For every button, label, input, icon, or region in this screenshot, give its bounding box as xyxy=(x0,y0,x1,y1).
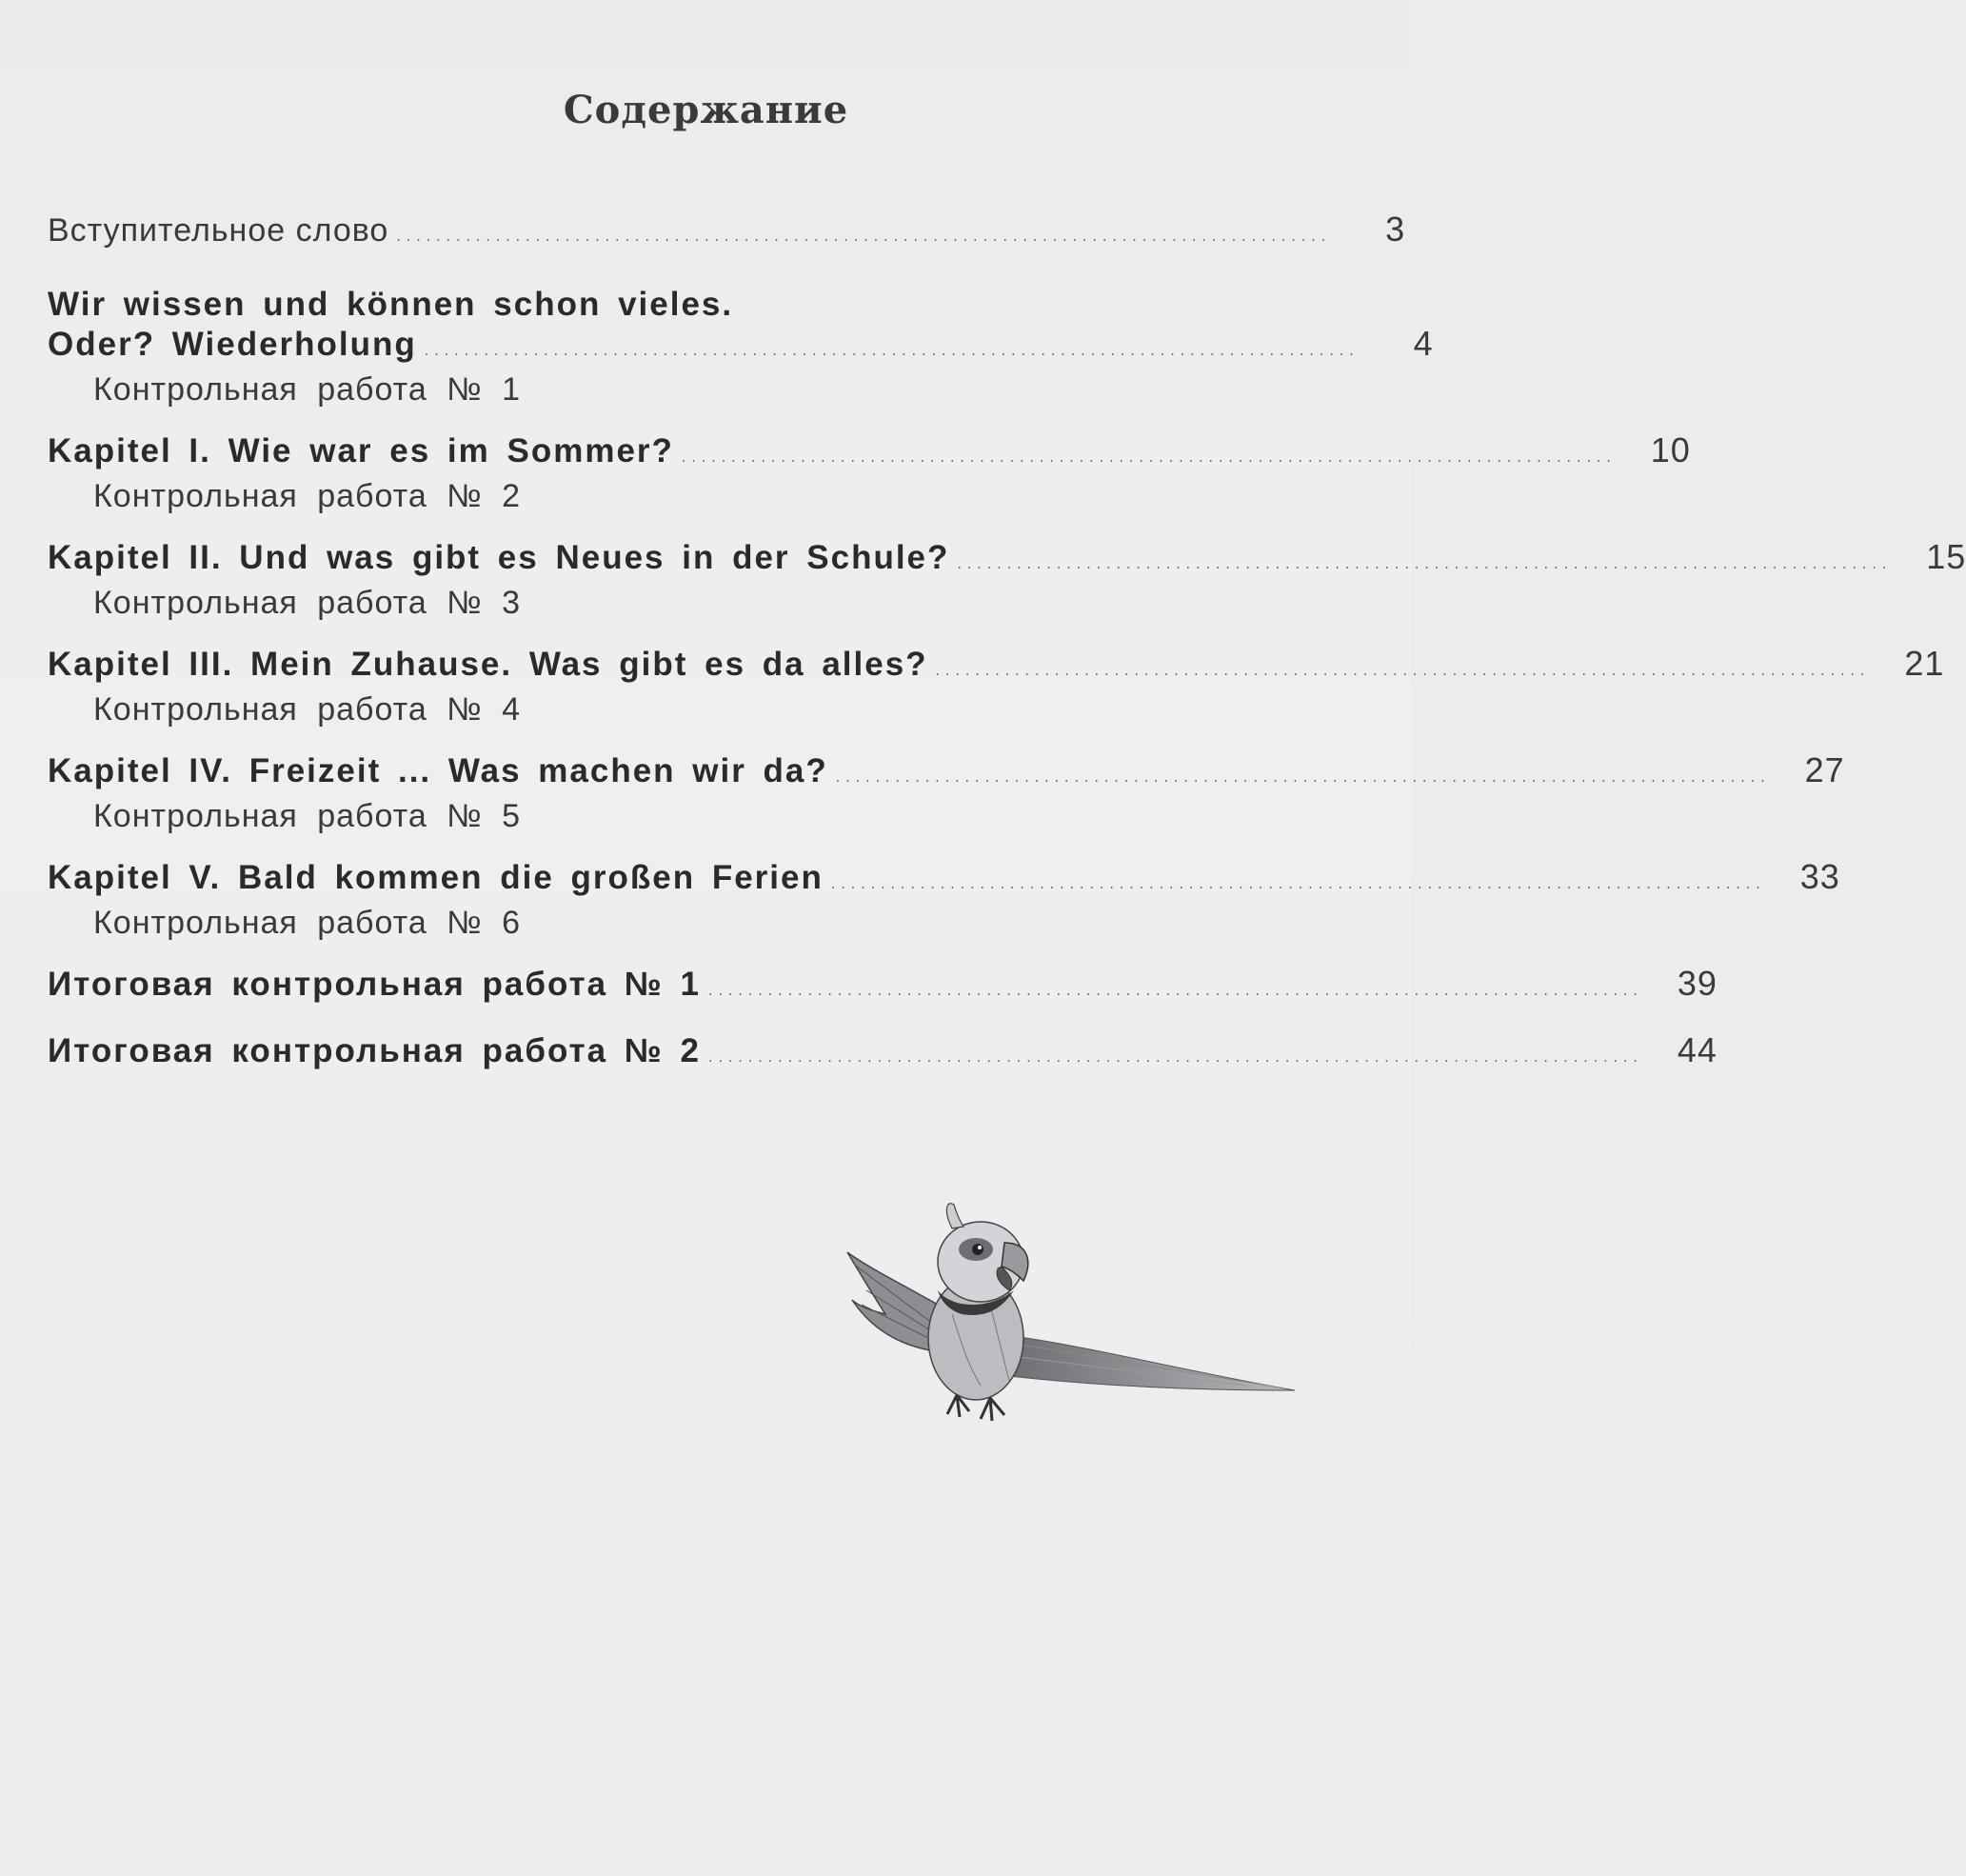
toc-entry xyxy=(48,644,1945,731)
page-number: 3 xyxy=(1385,210,1406,249)
toc-subentry: Контрольная работа № 3 xyxy=(93,585,522,621)
page-number: 21 xyxy=(1904,644,1945,683)
parrot-icon xyxy=(847,1200,1295,1457)
toc-entry xyxy=(48,210,1406,253)
toc-subentry: Контрольная работа № 5 xyxy=(93,798,522,834)
leader-dots: .............................................................................................. xyxy=(708,1049,1643,1066)
leader-dots: .............................................................................................. xyxy=(396,229,1332,245)
toc-entry-title: Итоговая контрольная работа № 2 xyxy=(48,1032,701,1069)
toc-entry-title: Kapitel II. Und was gibt es Neues in der Schule? xyxy=(48,539,950,576)
toc-subentry: Контрольная работа № 4 xyxy=(93,691,522,728)
toc-entry xyxy=(48,964,1718,1008)
leader-dots: .............................................................................................. xyxy=(935,663,1871,679)
table-of-contents xyxy=(48,210,1966,1074)
toc-entry xyxy=(48,750,1845,838)
toc-entry-title: Kapitel I. Wie war es im Sommer? xyxy=(48,432,674,469)
toc-entry-title: Kapitel III. Mein Zuhause. Was gibt es da alles? xyxy=(48,646,928,683)
toc-entry xyxy=(48,857,1840,945)
leader-dots: .............................................................................................. xyxy=(708,983,1643,999)
leader-dots: .............................................................................................. xyxy=(835,769,1771,786)
toc-subentry: Контрольная работа № 2 xyxy=(93,478,522,514)
toc-entry xyxy=(48,537,1966,625)
page-title: Содержание xyxy=(563,88,849,132)
leader-dots: .............................................................................................. xyxy=(830,876,1766,892)
page-number: 15 xyxy=(1926,537,1966,576)
toc-entry-title: Итоговая контрольная работа № 1 xyxy=(48,966,701,1003)
page-number: 39 xyxy=(1677,964,1718,1003)
toc-entry-title: Kapitel V. Bald kommen die großen Ferien xyxy=(48,859,824,896)
leader-dots: .............................................................................................. xyxy=(957,556,1893,572)
leader-dots: .............................................................................................. xyxy=(424,343,1360,359)
toc-entry xyxy=(48,430,1691,518)
page-number: 44 xyxy=(1677,1030,1718,1069)
toc-entry-title: Kapitel IV. Freizeit ... Was machen wir da? xyxy=(48,752,828,789)
toc-subentry: Контрольная работа № 6 xyxy=(93,905,522,941)
toc-entry xyxy=(48,1030,1718,1074)
page-number: 10 xyxy=(1650,430,1691,469)
toc-entry-title: Вступительное слово xyxy=(48,212,389,249)
toc-entry xyxy=(48,286,1434,411)
page-number: 27 xyxy=(1804,750,1845,789)
toc-subentry: Контрольная работа № 1 xyxy=(93,371,522,408)
toc-entry-title: Wir wissen und können schon vieles. xyxy=(48,286,734,323)
page-number: 33 xyxy=(1799,857,1840,896)
page-number: 4 xyxy=(1413,324,1434,363)
toc-entry-title-continued: Oder? Wiederholung xyxy=(48,326,417,363)
leader-dots: .............................................................................................. xyxy=(681,449,1617,466)
